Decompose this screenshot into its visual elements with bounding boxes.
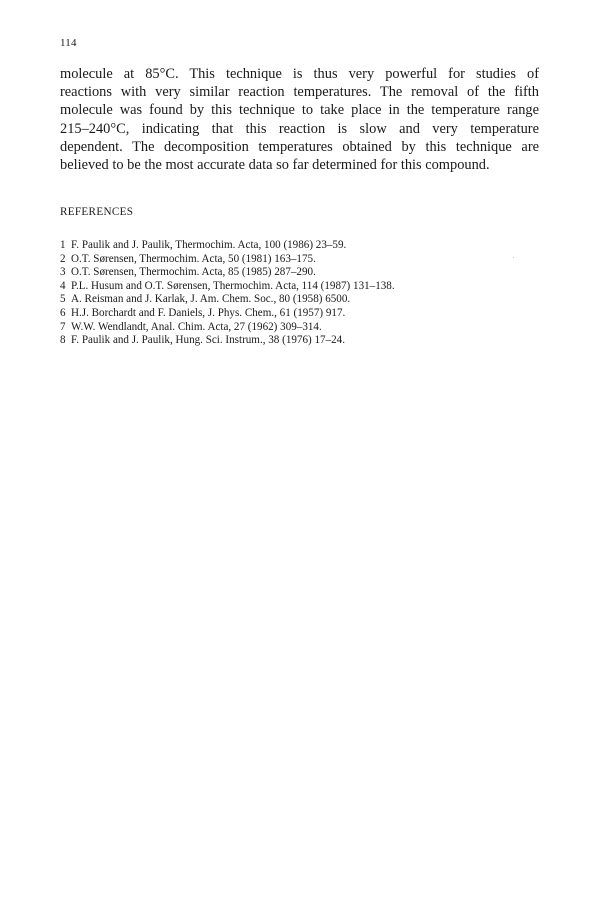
reference-number: 8 xyxy=(60,334,66,347)
reference-number: 5 xyxy=(60,293,66,306)
reference-number: 6 xyxy=(60,306,66,319)
reference-text: O.T. Sørensen, Thermochim. Acta, 85 (1985) 287–290. xyxy=(71,266,316,279)
reference-text: F. Paulik and J. Paulik, Hung. Sci. Instrum., 38 (1976) 17–24. xyxy=(71,334,345,347)
scan-speck xyxy=(513,257,514,258)
reference-item xyxy=(60,293,520,307)
reference-item xyxy=(60,266,520,280)
references-heading: REFERENCES xyxy=(60,206,134,218)
reference-item xyxy=(60,334,520,348)
reference-text: F. Paulik and J. Paulik, Thermochim. Acta, 100 (1986) 23–59. xyxy=(71,239,347,251)
reference-number: 7 xyxy=(60,320,66,333)
reference-number: 1 xyxy=(60,239,66,251)
reference-item xyxy=(60,280,520,294)
reference-item xyxy=(60,307,520,321)
body-line: 215–240°C, indicating that this reaction is slow and very temperature xyxy=(60,120,539,137)
body-line: dependent. The decomposition temperatures obtained by this technique are xyxy=(60,138,539,155)
reference-item xyxy=(60,321,520,335)
reference-text: A. Reisman and J. Karlak, J. Am. Chem. Soc., 80 (1958) 6500. xyxy=(71,293,351,306)
reference-number: 3 xyxy=(60,266,66,279)
reference-text: O.T. Sørensen, Thermochim. Acta, 50 (1981) 163–175. xyxy=(71,252,316,265)
reference-item xyxy=(60,253,520,267)
body-line: believed to be the most accurate data so far determined for this compound. xyxy=(60,157,490,174)
reference-number: 2 xyxy=(60,252,66,265)
reference-number: 4 xyxy=(60,279,66,292)
body-line: molecule at 85°C. This technique is thus very powerful for studies of xyxy=(60,66,539,82)
body-line: reactions with very similar reaction temperatures. The removal of the fifth xyxy=(60,84,539,101)
body-line: molecule was found by this technique to take place in the temperature range xyxy=(60,102,539,119)
reference-item xyxy=(60,239,520,253)
reference-text: H.J. Borchardt and F. Daniels, J. Phys. Chem., 61 (1957) 917. xyxy=(71,306,346,319)
reference-text: P.L. Husum and O.T. Sørensen, Thermochim. Acta, 114 (1987) 131–138. xyxy=(71,279,395,292)
body-paragraph xyxy=(60,65,539,174)
reference-list xyxy=(60,239,520,348)
reference-text: W.W. Wendlandt, Anal. Chim. Acta, 27 (1962) 309–314. xyxy=(71,320,322,333)
page-number: 114 xyxy=(60,37,77,49)
